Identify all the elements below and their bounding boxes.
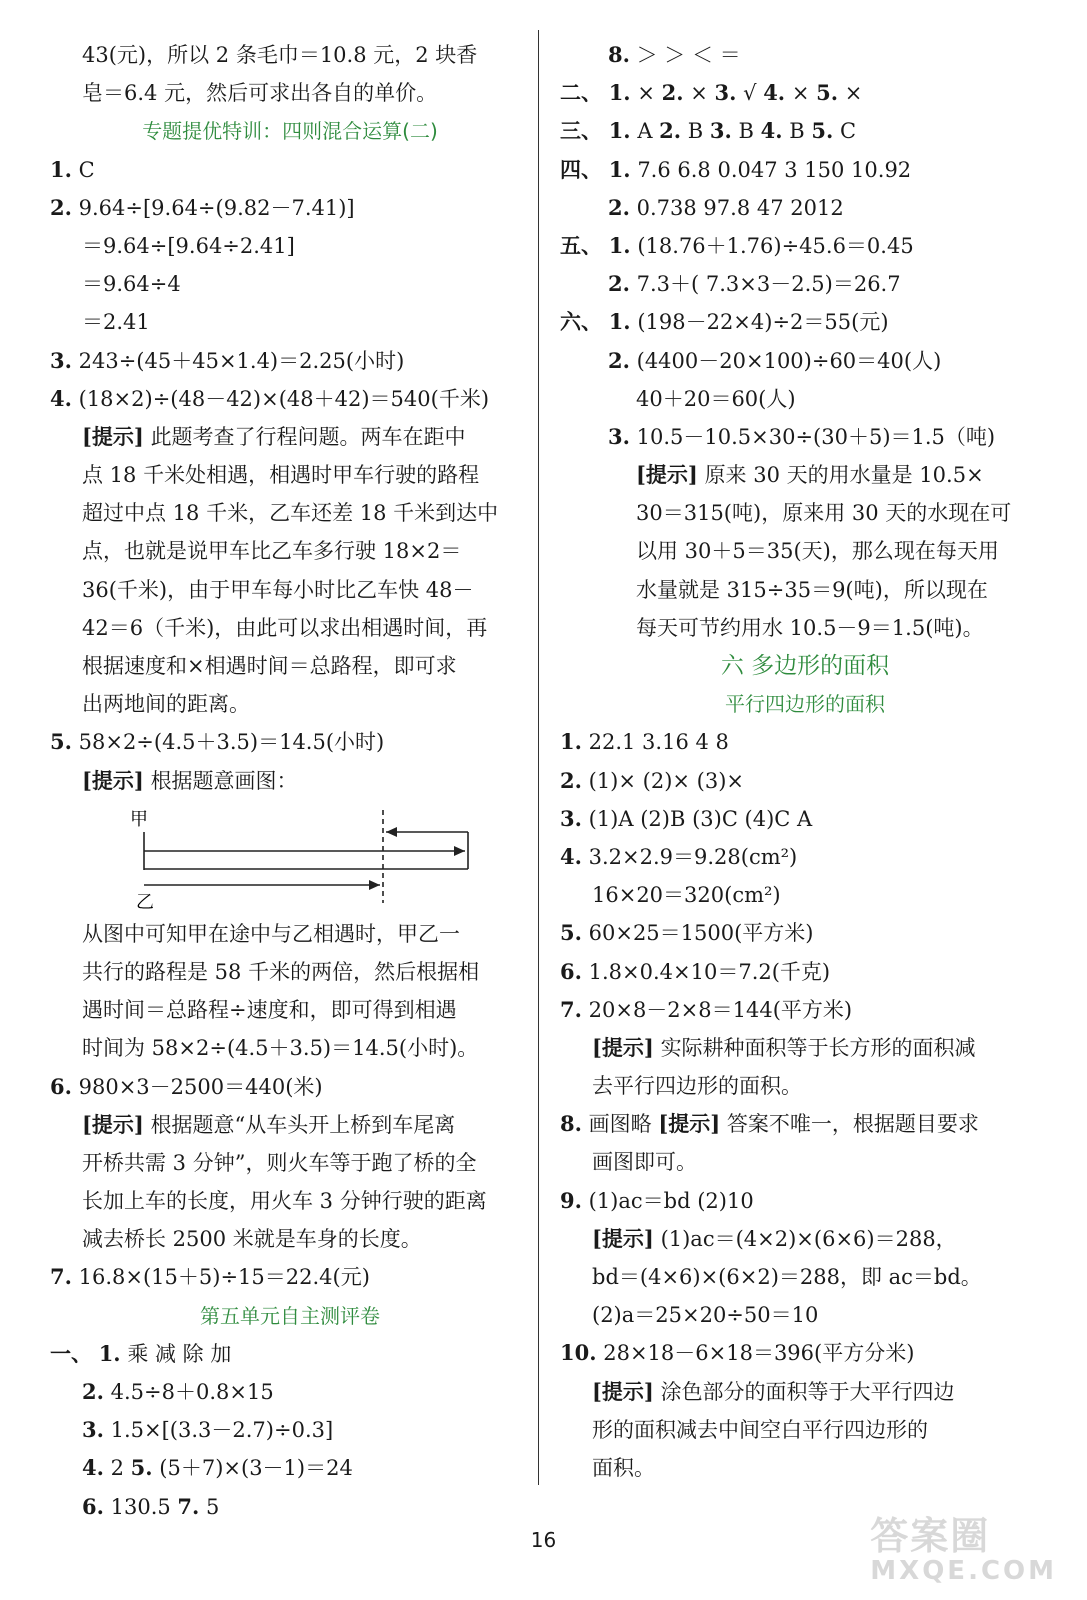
watermark-text: 答案圈 — [870, 1514, 991, 1558]
answer-text: 以用 30＋5＝35(天)，那么现在每天用 — [636, 539, 999, 564]
answer-text: 点，也就是说甲车比乙车多行驶 18×2＝ — [82, 539, 462, 564]
answer-line — [50, 189, 530, 227]
answer-text: 长加上车的长度，用火车 3 分钟行驶的距离 — [82, 1189, 487, 1214]
answer-text: 平行四边形的面积 — [725, 692, 885, 717]
answer-line — [560, 74, 1050, 112]
answer-line — [560, 1182, 1050, 1220]
answer-line — [50, 762, 530, 800]
answer-line — [50, 1106, 530, 1144]
answer-text: 乘 减 除 加 — [127, 1341, 232, 1366]
answer-line — [50, 609, 530, 647]
question-number: 4. — [50, 385, 72, 411]
answer-line — [560, 1334, 1050, 1372]
answer-text: 点 18 千米处相遇，相遇时甲车行驶的路程 — [82, 463, 480, 488]
question-number: 3. — [709, 118, 732, 144]
answer-text: 60×25＝1500(平方米) — [588, 921, 814, 946]
answer-text: (5＋7)×(3－1)＝24 — [159, 1456, 353, 1481]
answer-line — [560, 914, 1050, 952]
question-number: 6. — [50, 1073, 72, 1099]
answer-text: × — [844, 81, 863, 106]
question-number: 5. — [50, 729, 72, 755]
answer-text: 开桥共需 3 分钟”，则火车等于跑了桥的全 — [82, 1150, 477, 1175]
answer-line — [50, 418, 530, 456]
question-number: 4. — [82, 1455, 104, 1481]
answer-line — [560, 265, 1050, 303]
answer-line — [50, 74, 530, 112]
section-heading — [560, 685, 1050, 723]
question-number: 2. — [608, 347, 630, 373]
answer-text: 16.8×(15＋5)÷15＝22.4(元) — [78, 1265, 370, 1290]
answer-text: (1)A (2)B (3)C (4)C A — [588, 806, 813, 831]
answer-line — [560, 1449, 1050, 1487]
answer-line — [50, 1335, 530, 1373]
question-number: 1. — [608, 232, 631, 258]
answer-line — [560, 953, 1050, 991]
question-number: 1. — [608, 309, 631, 335]
route-diagram — [50, 800, 530, 915]
answer-line — [50, 685, 530, 723]
question-number: 2. — [608, 194, 630, 220]
question-number: 3. — [560, 805, 582, 831]
answer-text: 42＝6（千米)，由此可以求出相遇时间，再 — [82, 615, 488, 640]
answer-line — [50, 456, 530, 494]
answer-line — [50, 991, 530, 1029]
answer-text: 130.5 — [110, 1494, 178, 1519]
answer-line — [50, 265, 530, 303]
section-number: 六、 — [560, 309, 602, 335]
answer-text: 水量就是 315÷35＝9(吨)，所以现在 — [636, 577, 988, 602]
answer-text: (18×2)÷(48－42)×(48＋42)＝540(千米) — [78, 386, 490, 411]
answer-line — [50, 1488, 530, 1526]
question-number: 3. — [82, 1417, 104, 1443]
answer-text: 16×20＝320(cm²) — [592, 883, 781, 908]
yi-arrowhead — [369, 880, 380, 890]
answer-text: 9.64÷[9.64÷(9.82－7.41)] — [78, 195, 355, 220]
hint-label: [提示] — [658, 1111, 721, 1137]
section-number: 五、 — [560, 232, 602, 258]
question-number: 2. — [661, 80, 684, 106]
answer-line — [560, 723, 1050, 761]
column-divider — [538, 30, 539, 1485]
question-number: 6. — [560, 958, 582, 984]
question-number: 1. — [608, 118, 631, 144]
answer-text: C — [78, 157, 95, 182]
answer-line — [560, 1067, 1050, 1105]
answer-text: 第五单元自主测评卷 — [200, 1303, 380, 1328]
answer-text: 0.738 97.8 47 2012 — [636, 195, 844, 220]
answer-line — [50, 723, 530, 761]
answer-line — [560, 1220, 1050, 1258]
answer-line — [50, 1029, 530, 1067]
answer-text: 980×3－2500＝440(米) — [78, 1074, 323, 1099]
answer-text: (18.76＋1.76)÷45.6＝0.45 — [637, 233, 914, 258]
answer-text: 10.5－10.5×30÷(30＋5)＝1.5（吨) — [636, 424, 996, 449]
answer-line — [50, 647, 530, 685]
answer-line — [560, 532, 1050, 570]
answer-text: 画图略 — [588, 1112, 659, 1137]
answer-line — [560, 1258, 1050, 1296]
answer-text: A — [637, 119, 660, 144]
answer-text: C — [839, 119, 857, 144]
section-heading — [560, 647, 1050, 685]
answer-line — [560, 189, 1050, 227]
answer-text: 面积。 — [592, 1455, 655, 1480]
answer-text: 画图即可。 — [592, 1150, 697, 1175]
answer-text: 2 — [110, 1456, 131, 1481]
answer-text: bd＝(4×6)×(6×2)＝288，即 ac＝bd。 — [592, 1265, 982, 1289]
answer-line — [50, 303, 530, 341]
answer-text: 涂色部分的面积等于大平行四边 — [660, 1379, 955, 1404]
question-number: 1. — [50, 156, 72, 182]
answer-line — [560, 1143, 1050, 1181]
answer-line — [50, 36, 530, 74]
answer-text: 去平行四边形的面积。 — [592, 1074, 802, 1099]
answer-text: 1.8×0.4×10＝7.2(千克) — [588, 959, 831, 984]
answer-line — [50, 227, 530, 265]
answer-line — [560, 800, 1050, 838]
answer-line — [560, 418, 1050, 456]
answer-line — [560, 1296, 1050, 1334]
answer-text: √ — [743, 81, 764, 106]
question-number: 7. — [50, 1264, 72, 1290]
answer-text: 4.5÷8＋0.8×15 — [110, 1380, 274, 1404]
answer-text: 36(千米)，由于甲车每小时比乙车快 48－ — [82, 577, 474, 602]
hint-label: [提示] — [82, 423, 144, 449]
answer-line — [560, 112, 1050, 150]
answer-line — [50, 494, 530, 532]
answer-text: 根据题意“从车头开上桥到车尾离 — [150, 1112, 456, 1137]
label-jia: 甲 — [130, 808, 148, 830]
answer-text: 根据速度和×相遇时间＝总路程，即可求 — [82, 654, 457, 678]
question-number: 8. — [560, 1111, 582, 1137]
answer-line — [560, 227, 1050, 265]
answer-text: 时间为 58×2÷(4.5＋3.5)＝14.5(小时)。 — [82, 1036, 479, 1061]
answer-text: ＝2.41 — [82, 310, 150, 335]
answer-text: 1.5×[(3.3－2.7)÷0.3] — [110, 1418, 334, 1443]
answer-text: 5 — [206, 1494, 220, 1519]
answer-text: 43(元)，所以 2 条毛巾＝10.8 元，2 块香 — [82, 43, 478, 67]
hint-label: [提示] — [592, 1378, 654, 1404]
answer-line — [50, 532, 530, 570]
answer-text: 原来 30 天的用水量是 10.5× — [704, 463, 984, 488]
answer-line — [560, 1029, 1050, 1067]
answer-text: 答案不唯一，根据题目要求 — [726, 1112, 979, 1137]
answer-line — [50, 380, 530, 418]
answer-text: 58×2÷(4.5＋3.5)＝14.5(小时) — [78, 730, 385, 755]
left-column — [50, 36, 530, 1526]
answer-text: ＞ ＞ ＜ ＝ — [636, 43, 741, 67]
answer-text: 专题提优特训：四则混合运算(二) — [142, 119, 438, 144]
answer-line — [560, 36, 1050, 74]
answer-line — [560, 1105, 1050, 1143]
answer-text: B — [687, 119, 710, 144]
answer-text: 皂＝6.4 元，然后可求出各自的单价。 — [82, 81, 438, 106]
question-number: 4. — [760, 118, 783, 144]
question-number: 1. — [608, 80, 631, 106]
watermark-url: MXQE.COM — [870, 1556, 1057, 1586]
answer-text: 出两地间的距离。 — [82, 692, 250, 717]
section-number: 二、 — [560, 80, 602, 106]
answer-text: 7.6 6.8 0.047 3 150 10.92 — [637, 157, 912, 182]
watermark-logo — [870, 1505, 1057, 1586]
answer-text: ＝9.64÷[9.64÷2.41] — [82, 233, 295, 258]
answer-text: (1)× (2)× (3)× — [588, 768, 745, 793]
question-number: 4. — [763, 80, 786, 106]
hint-label: [提示] — [592, 1225, 654, 1251]
answer-line — [560, 456, 1050, 494]
question-number: 10. — [560, 1340, 597, 1366]
answer-line — [560, 494, 1050, 532]
question-number: 7. — [177, 1493, 200, 1519]
answer-text: 超过中点 18 千米，乙车还差 18 千米到达中 — [82, 501, 499, 526]
section-number: 一、 — [50, 1340, 92, 1366]
label-yi: 乙 — [136, 891, 154, 913]
section-heading — [50, 1297, 530, 1335]
question-number: 7. — [560, 996, 582, 1022]
answer-text: B — [738, 119, 761, 144]
hint-label: [提示] — [82, 767, 144, 793]
answer-line — [50, 1411, 530, 1449]
answer-line — [50, 1258, 530, 1296]
page-number: 16 — [530, 1528, 557, 1552]
answer-text: 3.2×2.9＝9.28(cm²) — [588, 844, 798, 869]
section-number: 四、 — [560, 156, 602, 182]
answer-line — [560, 571, 1050, 609]
answer-text: 22.1 3.16 4 8 — [588, 730, 729, 755]
question-number: 2. — [50, 194, 72, 220]
answer-text: 此题考查了行程问题。两车在距中 — [150, 424, 466, 449]
answer-line — [50, 1182, 530, 1220]
answer-line — [50, 1373, 530, 1411]
answer-text: 实际耕种面积等于长方形的面积减 — [660, 1035, 976, 1060]
question-number: 5. — [130, 1455, 153, 1481]
answer-line — [560, 342, 1050, 380]
question-number: 1. — [560, 729, 582, 755]
answer-line — [560, 303, 1050, 341]
answer-line — [50, 1220, 530, 1258]
question-number: 6. — [82, 1493, 104, 1519]
question-number: 1. — [608, 156, 631, 182]
answer-text: (1)ac＝(4×2)×(6×6)＝288， — [660, 1226, 957, 1251]
question-number: 5. — [816, 80, 839, 106]
question-number: 1. — [98, 1340, 121, 1366]
return-arrowhead — [386, 827, 397, 837]
answer-text: ＝9.64÷4 — [82, 272, 181, 297]
answer-text: 共行的路程是 58 千米的两倍，然后根据相 — [82, 959, 480, 984]
answer-line — [50, 1449, 530, 1487]
answer-text: 根据题意画图： — [150, 768, 298, 793]
answer-text: 30＝315(吨)，原来用 30 天的水现在可 — [636, 501, 1012, 526]
section-number: 三、 — [560, 118, 602, 144]
answer-text: (198－22×4)÷2＝55(元) — [637, 310, 889, 335]
answer-line — [50, 571, 530, 609]
answer-line — [50, 1068, 530, 1106]
question-number: 2. — [82, 1379, 104, 1404]
answer-text: × — [690, 81, 715, 106]
answer-line — [560, 1373, 1050, 1411]
question-number: 2. — [560, 767, 582, 793]
question-number: 8. — [608, 42, 630, 67]
answer-text: 40＋20＝60(人) — [636, 386, 796, 411]
answer-line — [560, 1411, 1050, 1449]
answer-text: 每天可节约用水 10.5－9＝1.5(吨)。 — [636, 615, 984, 640]
question-number: 3. — [608, 423, 630, 449]
jia-arrowhead — [454, 846, 465, 856]
question-number: 5. — [811, 118, 834, 144]
answer-line — [50, 151, 530, 189]
answer-line — [50, 953, 530, 991]
question-number: 3. — [50, 347, 72, 373]
answer-text: 形的面积减去中间空白平行四边形的 — [592, 1417, 928, 1442]
answer-text: B — [789, 119, 812, 144]
answer-line — [560, 991, 1050, 1029]
route-diagram-svg — [50, 800, 470, 915]
right-column — [560, 36, 1050, 1487]
question-number: 5. — [560, 920, 582, 946]
hint-label: [提示] — [82, 1111, 144, 1137]
answer-text: 243÷(45＋45×1.4)＝2.25(小时) — [78, 348, 405, 373]
answer-text: × — [791, 81, 817, 106]
answer-line — [560, 609, 1050, 647]
answer-line — [560, 151, 1050, 189]
section-heading — [50, 112, 530, 150]
answer-text: 从图中可知甲在途中与乙相遇时，甲乙一 — [82, 921, 460, 946]
question-number: 9. — [560, 1187, 582, 1213]
answer-line — [50, 1144, 530, 1182]
question-number: 4. — [560, 843, 582, 869]
answer-text: 28×18－6×18＝396(平方分米) — [603, 1341, 915, 1366]
answer-line — [560, 838, 1050, 876]
answer-text: (4400－20×100)÷60＝40(人) — [636, 348, 942, 373]
answer-line — [50, 915, 530, 953]
question-number: 2. — [608, 271, 630, 297]
answer-line — [560, 762, 1050, 800]
answer-text: (2)a＝25×20÷50＝10 — [592, 1303, 819, 1328]
hint-label: [提示] — [592, 1034, 654, 1060]
answer-line — [560, 380, 1050, 418]
question-number: 3. — [714, 80, 737, 106]
answer-text: 遇时间＝总路程÷速度和，即可得到相遇 — [82, 998, 457, 1023]
answer-line — [560, 876, 1050, 914]
answer-text: 20×8－2×8＝144(平方米) — [588, 997, 853, 1022]
hint-label: [提示] — [636, 462, 698, 488]
question-number: 2. — [659, 118, 682, 144]
answer-text: 六 多边形的面积 — [720, 653, 890, 679]
answer-text: 减去桥长 2500 米就是车身的长度。 — [82, 1227, 422, 1252]
answer-text: × — [637, 81, 662, 106]
answer-text: 7.3＋( 7.3×3－2.5)＝26.7 — [636, 272, 901, 297]
answer-text: (1)ac＝bd (2)10 — [588, 1188, 754, 1213]
answer-line — [50, 342, 530, 380]
